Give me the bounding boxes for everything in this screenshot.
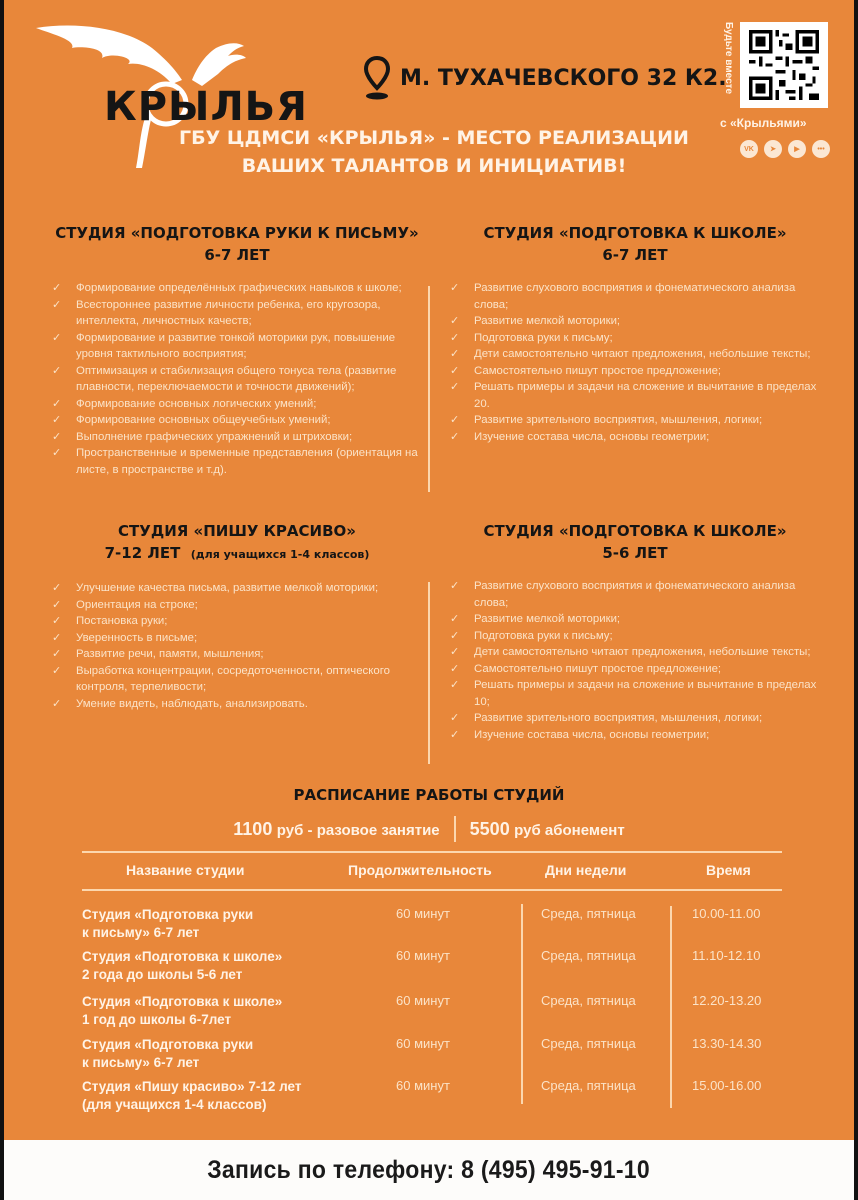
check-icon: ✓ [52, 598, 62, 611]
check-icon: ✓ [450, 381, 460, 393]
studio-items [450, 578, 820, 743]
schedule-title: РАСПИСАНИЕ РАБОТЫ СТУДИЙ [293, 786, 565, 804]
social-links [740, 140, 830, 158]
list-item: ✓ Дети самостоятельно читают предложения, небольшие тексты; [450, 644, 820, 661]
list-item: ✓ Формирование основных общеучебных умений; [52, 412, 422, 429]
list-item: ✓ Выработка концентрации, сосредоточенности, оптического контроля, терпеливости; [52, 664, 390, 693]
list-item: ✓ Дети самостоятельно читают предложения, небольшие тексты; [450, 346, 820, 363]
location-pin-icon [364, 56, 390, 100]
studio-title: СТУДИЯ «ПОДГОТОВКА РУКИ К ПИСЬМУ» 6-7 ЛЕТ [55, 224, 419, 264]
studio-title: СТУДИЯ «ПОДГОТОВКА К ШКОЛЕ» 5-6 ЛЕТ [483, 522, 787, 562]
list-item: ✓ Самостоятельно пишут простое предложение; [450, 363, 820, 380]
check-icon: ✓ [450, 613, 460, 625]
list-item: ✓ Формирование основных логических умений; [52, 396, 422, 413]
studio-items [450, 280, 820, 445]
check-icon: ✓ [52, 331, 62, 344]
telegram-icon[interactable]: ➤ [764, 140, 782, 158]
list-item: ✓ Развитие мелкой моторики; [450, 611, 820, 628]
table-top-rule [82, 851, 782, 853]
check-icon: ✓ [52, 664, 62, 677]
price-subscription: 5500 руб абонемент [469, 818, 625, 839]
list-item: ✓ Выполнение графических упражнений и штриховки; [52, 429, 422, 446]
qr-vertical-caption: Будьте вместе [723, 22, 734, 95]
check-icon: ✓ [450, 712, 460, 724]
table-column-divider [521, 904, 523, 1104]
list-item: ✓ Решать примеры и задачи на сложение и вычитание в пределах 10; [450, 679, 817, 708]
check-icon: ✓ [52, 447, 62, 459]
prices [4, 816, 854, 842]
list-item: ✓ Изучение состава числа, основы геометрии; [450, 727, 820, 744]
qr-code[interactable] [740, 22, 828, 108]
column-header-time: Время [706, 862, 751, 878]
check-icon: ✓ [450, 679, 460, 691]
column-header-duration: Продолжительность [348, 862, 492, 878]
check-icon: ✓ [52, 397, 62, 410]
check-icon: ✓ [52, 582, 62, 594]
check-icon: ✓ [450, 282, 460, 294]
qr-code-icon [748, 30, 820, 100]
check-icon: ✓ [52, 298, 62, 311]
table-header-rule [82, 889, 782, 891]
list-item: ✓ Подготовка руки к письму; [450, 628, 820, 645]
qr-caption: с «Крыльями» [720, 116, 807, 130]
column-divider [428, 286, 430, 492]
check-icon: ✓ [52, 282, 62, 294]
vk-icon[interactable]: VK [740, 140, 758, 158]
logo-wordmark: КРЫЛЬЯ [104, 84, 308, 130]
check-icon: ✓ [52, 648, 62, 660]
check-icon: ✓ [450, 414, 460, 426]
check-icon: ✓ [450, 315, 460, 327]
check-icon: ✓ [52, 697, 62, 710]
list-item: ✓ Ориентация на строке; [52, 597, 422, 614]
list-item: ✓ Развитие слухового восприятия и фонематического анализа слова; [450, 580, 796, 609]
list-item: ✓ Развитие речи, памяти, мышления; [52, 646, 422, 663]
check-icon: ✓ [450, 331, 460, 344]
list-item: ✓ Пространственные и временные представления (ориентация на листе, в пространстве и т.д). [52, 447, 418, 476]
studio-write-beautifully [52, 520, 422, 712]
check-icon: ✓ [450, 646, 460, 658]
studio-title: СТУДИЯ «ПИШУ КРАСИВО» 7-12 ЛЕТ (для учащихся 1-4 классов) [104, 522, 370, 562]
studio-hand-prep [52, 222, 422, 478]
studio-items [52, 280, 422, 478]
check-icon: ✓ [450, 430, 460, 443]
address [364, 56, 727, 100]
price-single: 1100 руб - разовое занятие [233, 818, 440, 839]
footer-band [4, 1140, 854, 1200]
column-divider [428, 582, 430, 764]
tagline-line2: ВАШИХ ТАЛАНТОВ И ИНИЦИАТИВ! [241, 155, 627, 177]
table-column-divider [670, 906, 672, 1108]
list-item: ✓ Формирование определённых графических навыков к школе; [52, 280, 422, 297]
check-icon: ✓ [52, 615, 62, 627]
rutube-icon[interactable]: ••• [812, 140, 830, 158]
price-divider [454, 816, 456, 842]
list-item: ✓ Всестороннее развитие личности ребенка, его кругозора, интеллекта, личностных качеств; [52, 298, 381, 327]
column-header-days: Дни недели [545, 862, 627, 878]
phone-signup-text: Запись по телефону: 8 (495) 495-91-10 [207, 1155, 651, 1184]
check-icon: ✓ [450, 728, 460, 741]
list-item: ✓ Развитие мелкой моторики; [450, 313, 820, 330]
check-icon: ✓ [52, 364, 62, 377]
studio-items [52, 580, 422, 712]
list-item: ✓ Улучшение качества письма, развитие мелкой моторики; [52, 580, 422, 597]
list-item: ✓ Самостоятельно пишут простое предложение; [450, 661, 820, 678]
flyer-page: КРЫЛЬЯ М. ТУХАЧЕВСКОГО 32 К2. ГБУ ЦДМСИ «КРЫЛЬЯ» - МЕСТО РЕАЛИЗАЦИИ ВАШИХ ТАЛАНТОВ И ИНИЦИАТИВ! Будьте вместе с «Крыльями» VK ➤ ▶ ••• СТУДИЯ «ПОДГОТОВКА РУКИ К ПИСЬМУ» 6-7 ЛЕТ ✓ Формирование определённых графических навыков к школе; ✓ Всестороннее развитие личности ребенка, его кругозора, интеллекта, личностных качеств; ✓ Формирование и развитие тонкой моторики рук, повышение уровня тактильного восприятия; ✓ Оптимизация и стабилизация общего тонуса тела (развитие плавности, переключаемости и точности движений); ✓ Формирование основных логических умений; ✓ Формирование основных общеучебных умений; ✓ Выполнение графических упражнений и штриховки; ✓ Пространственные и временные представления (ориентация на листе, в пространстве и т.д). СТУДИЯ «ПОДГОТОВКА К ШКОЛЕ» 6-7 ЛЕТ ✓ Развитие слухового восприятия и фонематического анализа слова; ✓ Развитие мелкой моторики; ✓ Подготовка руки к письму; ✓ Дети самостоятельно читают предложения, небольшие тексты; ✓ Самостоятельно пишут простое предложение; ✓ Решать примеры и задачи на сложение и вычитание в пределах 20. ✓ Развитие зрительного восприятия, мышления, логики; ✓ Изучение состава числа, основы геометрии; СТУДИЯ «ПИШУ КРАСИВО» 7-12 ЛЕТ (для учащихся 1-4 классов) ✓ Улучшение качества письма, развитие мелкой моторики; ✓ Ориентация на строке; ✓ Постановка руки; ✓ Уверенность в письме; ✓ Развитие речи, памяти, мышления; ✓ Выработка концентрации, сосредоточенности, оптического контроля, терпеливости; ✓ Умение видеть, наблюдать, анализировать. СТУДИЯ «ПОДГОТОВКА К ШКОЛЕ» 5-6 ЛЕТ ✓ Развитие слухового восприятия и фонематического анализа слова; ✓ Развитие мелкой моторики; ✓ Подготовка руки к письму; ✓ Дети самостоятельно читают предложения, небольшие тексты; ✓ Самостоятельно пишут простое предложение; ✓ Решать примеры и задачи на сложение и вычитание в пределах 10; ✓ Развитие зрительного восприятия, мышления, логики; ✓ Изучение состава числа, основы геометрии; РАСПИСАНИЕ РАБОТЫ СТУДИЙ 1100 руб - разовое занятие 5500 руб абонемент Название студии Продолжительность Дни недели Время Студия «Подготовка руки к письму» 6-7 лет 60 минут Среда, пятница 10.00-11.00 Студия «Подготовка к школе» 2 года до школы 5-6 лет 60 минут Среда, пятница 11.10-12.10 Студия «Подготовка к школе» 1 год до школы 6-7лет 60 минут Среда, пятница 12.20-13.20 Студия «Подготовка руки к письму» 6-7 лет 60 минут Среда, пятница 13.30-14.30 Студия «Пишу красиво» 7-12 лет (для учащихся 1-4 классов) 60 минут Среда, пятница 15.00-16.00 Запись по телефону: 8 (495) 495-91-10 [4, 0, 854, 1200]
youtube-icon[interactable]: ▶ [788, 140, 806, 158]
list-item: ✓ Уверенность в письме; [52, 630, 422, 647]
list-item: ✓ Изучение состава числа, основы геометрии; [450, 429, 820, 446]
list-item: ✓ Развитие зрительного восприятия, мышления, логики; [450, 412, 820, 429]
list-item: ✓ Решать примеры и задачи на сложение и вычитание в пределах 20. [450, 381, 817, 410]
list-item: ✓ Подготовка руки к письму; [450, 330, 820, 347]
tagline [164, 124, 704, 180]
list-item: ✓ Формирование и развитие тонкой моторики рук, повышение уровня тактильного восприятия; [52, 331, 396, 360]
studio-title: СТУДИЯ «ПОДГОТОВКА К ШКОЛЕ» 6-7 ЛЕТ [483, 224, 787, 264]
check-icon: ✓ [52, 430, 62, 443]
list-item: ✓ Умение видеть, наблюдать, анализировать. [52, 696, 422, 713]
list-item: ✓ Постановка руки; [52, 613, 422, 630]
list-item: ✓ Развитие слухового восприятия и фонематического анализа слова; [450, 282, 796, 311]
check-icon: ✓ [450, 662, 460, 675]
check-icon: ✓ [450, 580, 460, 592]
studio-school-prep-6-7 [450, 222, 820, 445]
list-item: ✓ Оптимизация и стабилизация общего тонуса тела (развитие плавности, переключаемости и точности движений); [52, 364, 397, 393]
check-icon: ✓ [450, 629, 460, 642]
check-icon: ✓ [450, 364, 460, 377]
address-text: М. ТУХАЧЕВСКОГО 32 К2. [400, 65, 727, 91]
check-icon: ✓ [450, 348, 460, 360]
qr-block [716, 20, 836, 170]
list-item: ✓ Развитие зрительного восприятия, мышления, логики; [450, 710, 820, 727]
studio-school-prep-5-6 [450, 520, 820, 743]
column-header-name: Название студии [126, 862, 245, 878]
check-icon: ✓ [52, 414, 62, 426]
check-icon: ✓ [52, 631, 62, 644]
tagline-line1: ГБУ ЦДМСИ «КРЫЛЬЯ» - МЕСТО РЕАЛИЗАЦИИ [179, 127, 689, 149]
